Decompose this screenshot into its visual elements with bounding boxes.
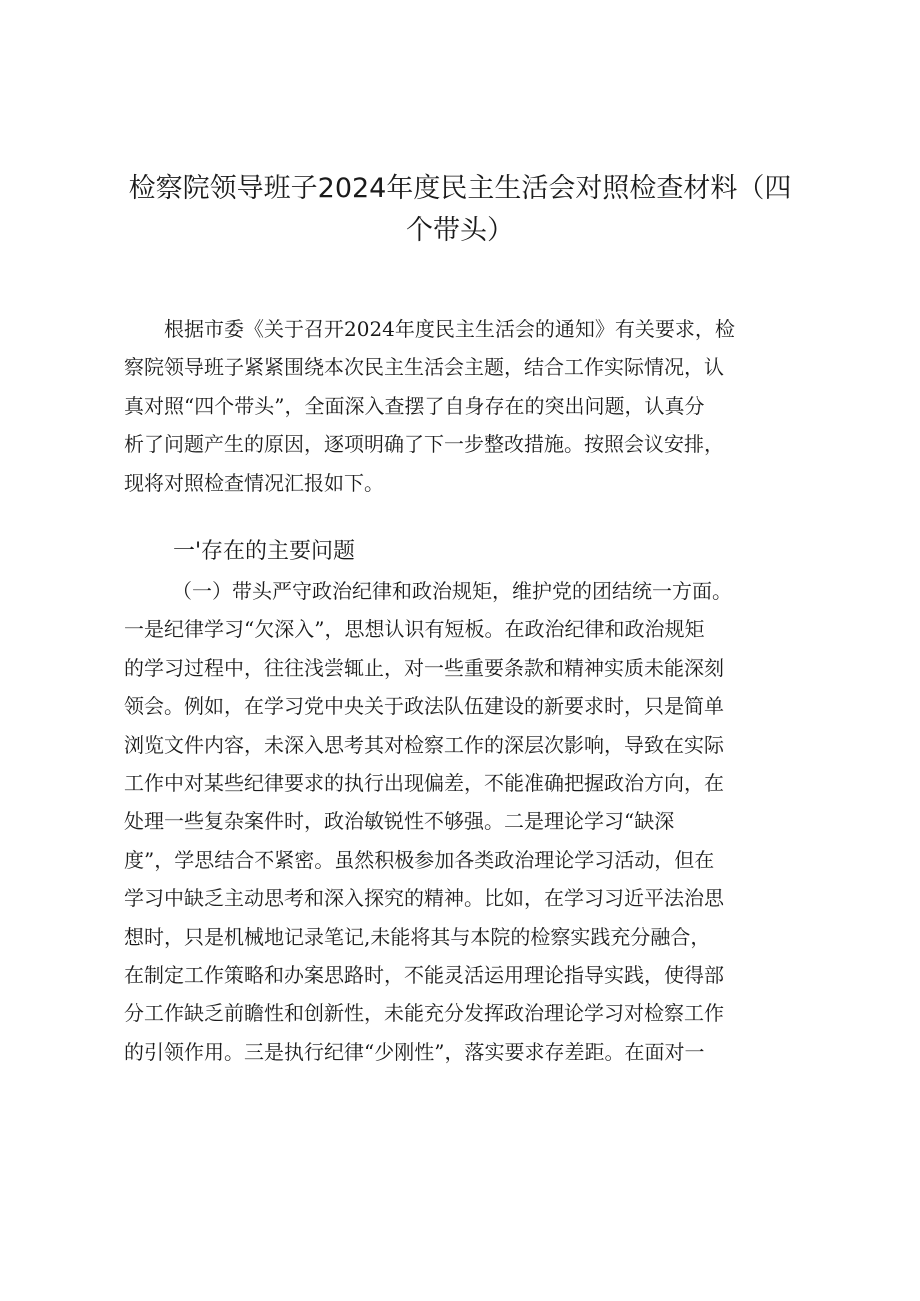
text-line: 度”，学思结合不紧密。虽然积极参加各类政治理论学习活动，但在 [124,847,715,872]
document-title [120,168,800,252]
text-line: 察院领导班子紧紧围绕本次民主生活会主题，结合工作实际情况，认 [124,355,724,380]
text-line: 根据市委《关于召开2024年度民主生活会的通知》有关要求，检 [164,317,735,341]
text-line: 想时，只是机械地记录笔记,未能将其与本院的检察实践充分融合， [124,924,711,949]
text-line: 现将对照检查情况汇报如下。 [124,470,384,495]
text-line: （一）带头严守政治纪律和政治规矩，维护党的团结统一方面。 [172,579,732,603]
title-line-2: 个带头） [406,215,514,246]
text-line: 一是纪律学习“欠深入”，思想认识有短板。在政治纪律和政治规矩 [124,617,705,642]
title-line-1: 检察院领导班子2024年度民主生活会对照检查材料（四 [128,173,792,204]
text-line: 处理一些复杂案件时，政治敏锐性不够强。二是理论学习“缺深 [124,809,675,834]
text-line: 工作中对某些纪律要求的执行出现偏差，不能准确把握政治方向，在 [124,771,724,796]
text-line: 分工作缺乏前瞻性和创新性，未能充分发挥政治理论学习对检察工作 [124,1001,724,1026]
text-line: 的引领作用。三是执行纪律“少刚性”，落实要求存差距。在面对一 [124,1039,705,1064]
text-line: 学习中缺乏主动思考和深入探究的精神。比如，在学习习近平法治思 [124,886,724,911]
text-line: 的学习过程中，往往浅尝辄止，对一些重要条款和精神实质未能深刻 [124,655,724,680]
section-heading: 一'存在的主要问题 [173,539,356,564]
text-line: 浏览文件内容，未深入思考其对检察工作的深层次影响，导致在实际 [124,732,724,757]
section-paragraph [124,572,808,1071]
text-line: 析了问题产生的原因，逐项明确了下一步整改措施。按照会议安排， [124,432,724,457]
text-line: 真对照“四个带头”，全面深入查摆了自身存在的突出问题，认真分 [124,393,705,418]
text-line: 领会。例如，在学习党中央关于政法队伍建设的新要求时，只是简单 [124,694,724,719]
intro-paragraph [124,310,808,502]
text-line: 在制定工作策略和办案思路时，不能灵活运用理论指导实践，使得部 [124,963,724,988]
